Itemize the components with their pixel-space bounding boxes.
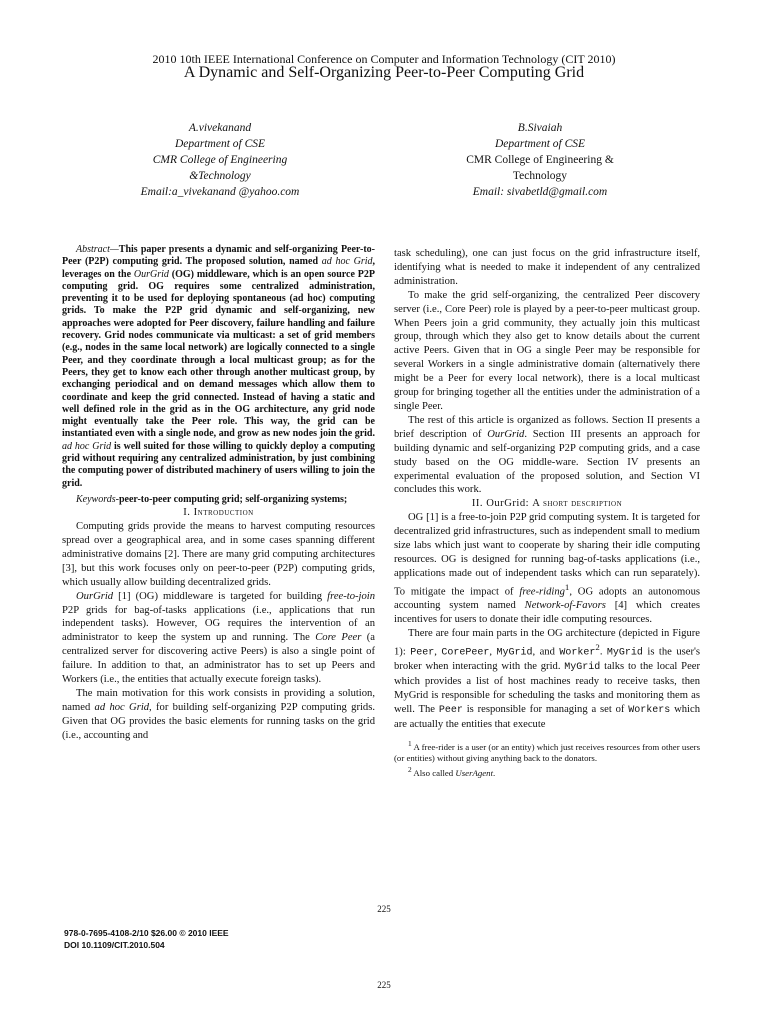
author-2-name: B.Sivaiah: [517, 122, 563, 134]
right-column: [394, 247, 700, 779]
section-2-heading: II. OurGrid: A short description: [471, 498, 623, 510]
author-2-college-2: Technology: [512, 170, 568, 182]
intro-paragraph-3: The main motivation for this work consists in providing a solution, named ad hoc Grid, for building self-organizing P2P computing grids. Given that OG provides the basic elements for running tasks on the grid (i.e., accounting and: [62, 688, 375, 741]
author-1-name: A.vivekanand: [188, 122, 252, 134]
intro-paragraph-1: Computing grids provide the means to harvest computing resources spread over a geographical area, and in some cases spanning different administrative domains [2]. There are many grid computing architectures [3], but this work focuses only on peer-to-peer (P2P) computing grids, which usually allow building decentralized grids.: [62, 521, 375, 588]
abstract-label: Abstract—: [76, 244, 119, 255]
right-paragraph-3: The rest of this article is organized as follows. Section II presents a brief description of OurGrid. Section III presents an approach for building dynamic and self-organizing P2P computing grids, and a case study based on the OG middle-ware. Section IV presents an experimental evaluation of the proposed solution, and Section VI concludes this work.: [394, 414, 700, 496]
og-paragraph-1: OG [1] is a free-to-join P2P grid computing system. It is targeted for decentralized grid infrastructures, such as independent small to medium size labs which just want to cooperate by sharing their idle computing resources. OG is designed for running bag-of-tasks applications (i.e., applications made out of independent tasks which can run separately). To mitigate the impact of free-riding$^1$, OG adopts an autonomous accounting system named Network-of-Favors [4] which creates incentives for users to donate their idle computing resources.: [394, 512, 700, 626]
conference-header: 2010 10th IEEE International Conference on Computer and Information Technology (CIT 2010): [152, 52, 616, 66]
author-1-email: Email:a_vivekanand @yahoo.com: [140, 186, 300, 198]
abstract: Abstract—This paper presents a dynamic and self-organizing Peer-to-Peer (P2P) computing grid. The proposed solution, named ad hoc Grid, leverages on the OurGrid (OG) middleware, which is an open source P2P computing grid. OG requires some centralized administration, preventing it to be used for deploying spontaneous (ad hoc) computing grids. To make the P2P grid dynamic and self-organizing, new approaches were adopted for Peer discovery, failure handling and failure recovery. Grid nodes communicate via multicast: a set of grid members (e.g., nodes in the same local network) are logically connected to a single Peer, and they coordinate through a local multicast group; as for the Peers, they get to know each other through another multicast group, by exchanging periodical and on demand messages which allow them to coordinate and keep the grid connected. Instead of having a static and well defined role in the grid as in the OG architecture, any grid node might eventually take the Peer role. This way, the grid can be instantiated even with a single node, and grow as new nodes join the grid. ad hoc Grid is well suited for those willing to quickly deploy a computing grid without requiring any centralized administration, by just combining the computing power of distributed machinery of users willing to join the grid.: [62, 244, 375, 489]
right-paragraph-1: task scheduling), one can just focus on the grid infrastructure itself, identifying what is needed to make it independent of any centralized administration.: [394, 248, 700, 287]
footnote-1: $^1$ A free-rider is a user (or an entity) which just receives resources from other users (or entities) without giving anything back to the donators.: [394, 738, 700, 763]
og-paragraph-2: There are four main parts in the OG architecture (depicted in Figure 1): Peer, CorePeer, MyGrid, and Worker$^2$. MyGrid is the user's broker when interacting with the grid. MyGrid talks to the local Peer which provides a list of host machines ready to receive tasks, then MyGrid is responsible for scheduling the tasks and monitoring them as well. The Peer is responsible for managing a set of Workers which are actually the entities that execute: [394, 628, 701, 730]
isbn-line: 978-0-7695-4108-2/10 $26.00 © 2010 IEEE: [64, 928, 229, 938]
left-column: [62, 244, 375, 743]
keywords: Keywords-peer-to-peer computing grid; self-organizing systems;: [76, 493, 348, 505]
section-1-heading: I. Introduction: [183, 507, 254, 519]
author-2-email: Email: sivabetld@gmail.com: [472, 186, 608, 198]
paper-title: A Dynamic and Self-Organizing Peer-to-Peer Computing Grid: [183, 64, 585, 81]
author-1-block: [120, 120, 320, 200]
copyright-doi-block: [64, 927, 229, 951]
page-number: 225: [377, 904, 391, 914]
footnote-2: $^2$ Also called UserAgent.: [408, 764, 496, 778]
right-paragraph-2: To make the grid self-organizing, the centralized Peer discovery server (i.e., Core Peer) role is played by a peer-to-peer multicast group. When Peers join a grid community, they actually join this multicast group, through which they also get to know details about the current active Peers. Given that in OG a single Peer may be responsible for several Workers in a single administrative domain (alternatively there might be a Peer for every local network), there is a local multicast group for bringing together all the entities under the administration of a single Peer.: [394, 289, 700, 412]
author-1-college: CMR College of Engineering: [152, 154, 288, 166]
doi-line: DOI 10.1109/CIT.2010.504: [64, 940, 165, 950]
author-1-college-2: &Technology: [189, 170, 251, 182]
keywords-label: Keywords-: [76, 493, 119, 505]
author-1-dept: Department of CSE: [174, 138, 266, 150]
author-2-block: [440, 120, 640, 200]
author-2-college: CMR College of Engineering &: [466, 154, 614, 166]
author-2-dept: Department of CSE: [494, 138, 586, 150]
intro-paragraph-2: OurGrid [1] (OG) middleware is targeted for building free-to-join P2P grids for bag-of-tasks applications (i.e., applications that run independent tasks). However, OG requires the intervention of an administrator to keep the system up and running. The Core Peer (a centralized server for discovering active Peers) is also a single point of failure. In addition to that, an administrator has to set up Peers and Workers (i.e., the entities that actually execute foreign tasks).: [62, 590, 375, 686]
page-number-bottom: 225: [377, 980, 391, 990]
